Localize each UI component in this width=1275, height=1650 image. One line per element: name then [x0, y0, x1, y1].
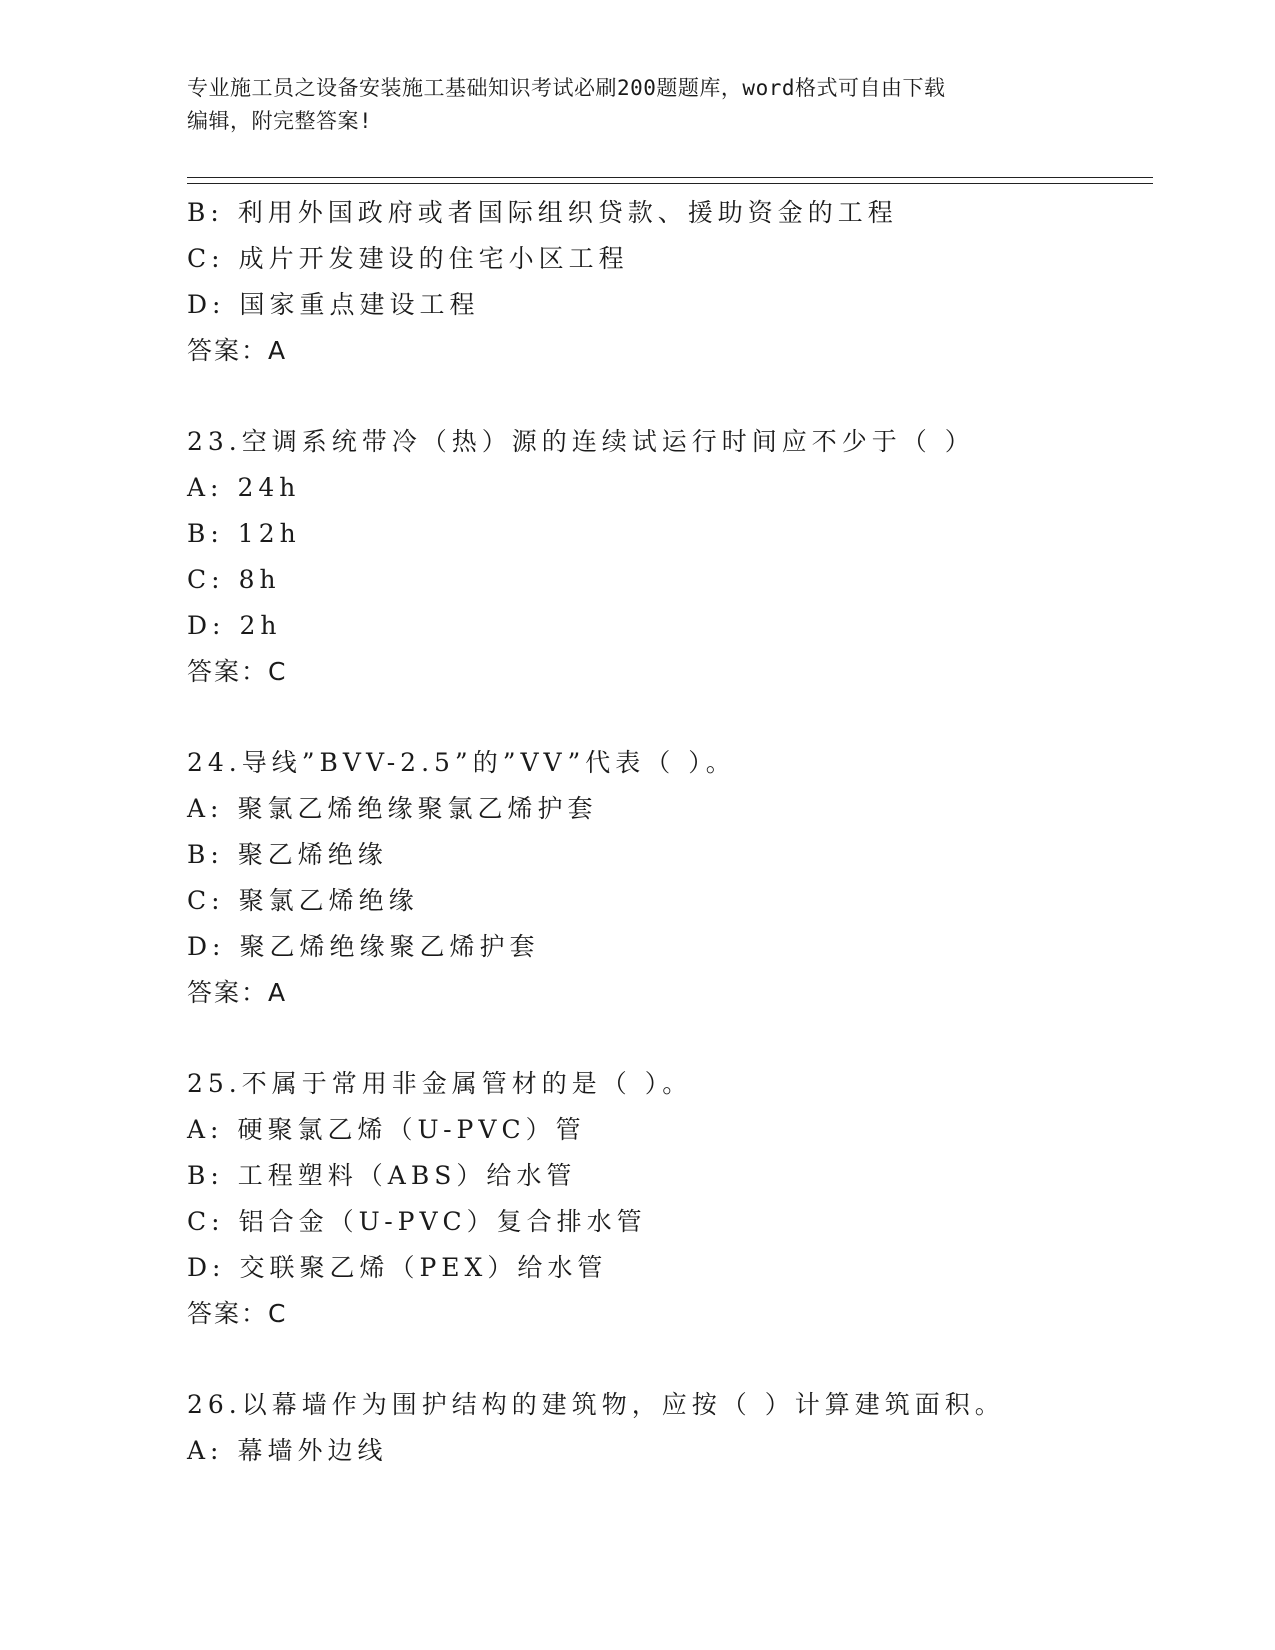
option-text: 成片开发建设的住宅小区工程: [238, 244, 629, 273]
option-prefix: A:: [187, 1115, 224, 1144]
answer-line: 答案：A: [187, 978, 288, 1007]
question-text: 24.导线”BVV-2.5”的”VV”代表（ ）。: [187, 748, 736, 777]
option-a: [187, 465, 1147, 511]
option-c: [187, 1199, 1147, 1245]
option-c: [187, 557, 1147, 603]
option-text: 聚乙烯绝缘聚乙烯护套: [239, 932, 540, 961]
option-b: [187, 1153, 1147, 1199]
option-prefix: C:: [187, 565, 225, 594]
option-prefix: B:: [187, 519, 224, 548]
question-list: [187, 190, 1147, 1474]
question-text: 26.以幕墙作为围护结构的建筑物，应按（ ）计算建筑面积。: [187, 1390, 1005, 1419]
question-block-25: [187, 1061, 1147, 1337]
option-text: 工程塑料（ABS）给水管: [237, 1161, 577, 1190]
option-c: [187, 236, 1147, 282]
option-prefix: D:: [187, 1253, 226, 1282]
option-text: 利用外国政府或者国际组织贷款、援助资金的工程: [237, 198, 898, 227]
header-divider-bottom: [187, 183, 1153, 184]
option-a: [187, 1428, 1147, 1474]
answer-line: 答案：A: [187, 336, 288, 365]
option-text: 硬聚氯乙烯（U-PVC）管: [237, 1115, 586, 1144]
option-prefix: D:: [187, 932, 226, 961]
option-b: [187, 832, 1147, 878]
option-prefix: D:: [187, 290, 226, 319]
option-a: [187, 786, 1147, 832]
question-text: 25.不属于常用非金属管材的是（ ）。: [187, 1069, 693, 1098]
option-text: 聚乙烯绝缘: [237, 840, 388, 869]
option-text: 铝合金（U-PVC）复合排水管: [238, 1207, 647, 1236]
option-prefix: A:: [187, 794, 224, 823]
option-text: 8h: [238, 565, 281, 594]
header-divider-top: [187, 177, 1153, 178]
option-a: [187, 1107, 1147, 1153]
option-prefix: C:: [187, 1207, 225, 1236]
option-text: 12h: [237, 519, 301, 548]
option-d: [187, 1245, 1147, 1291]
option-prefix: C:: [187, 244, 225, 273]
option-text: 24h: [237, 473, 301, 502]
question-text: 23.空调系统带冷（热）源的连续试运行时间应不少于（ ）: [187, 427, 975, 456]
option-prefix: B:: [187, 198, 224, 227]
question-block-26: [187, 1382, 1147, 1474]
question-block-24: [187, 740, 1147, 1016]
option-text: 聚氯乙烯绝缘聚氯乙烯护套: [237, 794, 598, 823]
option-text: 国家重点建设工程: [239, 290, 480, 319]
option-prefix: A:: [187, 473, 224, 502]
header-line-1: 专业施工员之设备安装施工基础知识考试必刷200题题库，word格式可自由下载: [187, 76, 946, 100]
option-d: [187, 924, 1147, 970]
option-b: [187, 511, 1147, 557]
answer-line: 答案：C: [187, 657, 288, 686]
answer-line: 答案：C: [187, 1299, 288, 1328]
option-prefix: D:: [187, 611, 226, 640]
document-header: [187, 72, 1087, 138]
question-block-22: [187, 190, 1147, 374]
option-d: [187, 282, 1147, 328]
option-prefix: B:: [187, 840, 224, 869]
question-block-23: [187, 419, 1147, 695]
option-text: 交联聚乙烯（PEX）给水管: [239, 1253, 608, 1282]
option-prefix: C:: [187, 886, 225, 915]
option-prefix: B:: [187, 1161, 224, 1190]
option-d: [187, 603, 1147, 649]
header-line-2: 编辑，附完整答案!: [187, 109, 373, 133]
option-text: 2h: [239, 611, 282, 640]
option-b: [187, 190, 1147, 236]
option-text: 幕墙外边线: [237, 1436, 388, 1465]
option-prefix: A:: [187, 1436, 224, 1465]
option-text: 聚氯乙烯绝缘: [238, 886, 419, 915]
option-c: [187, 878, 1147, 924]
